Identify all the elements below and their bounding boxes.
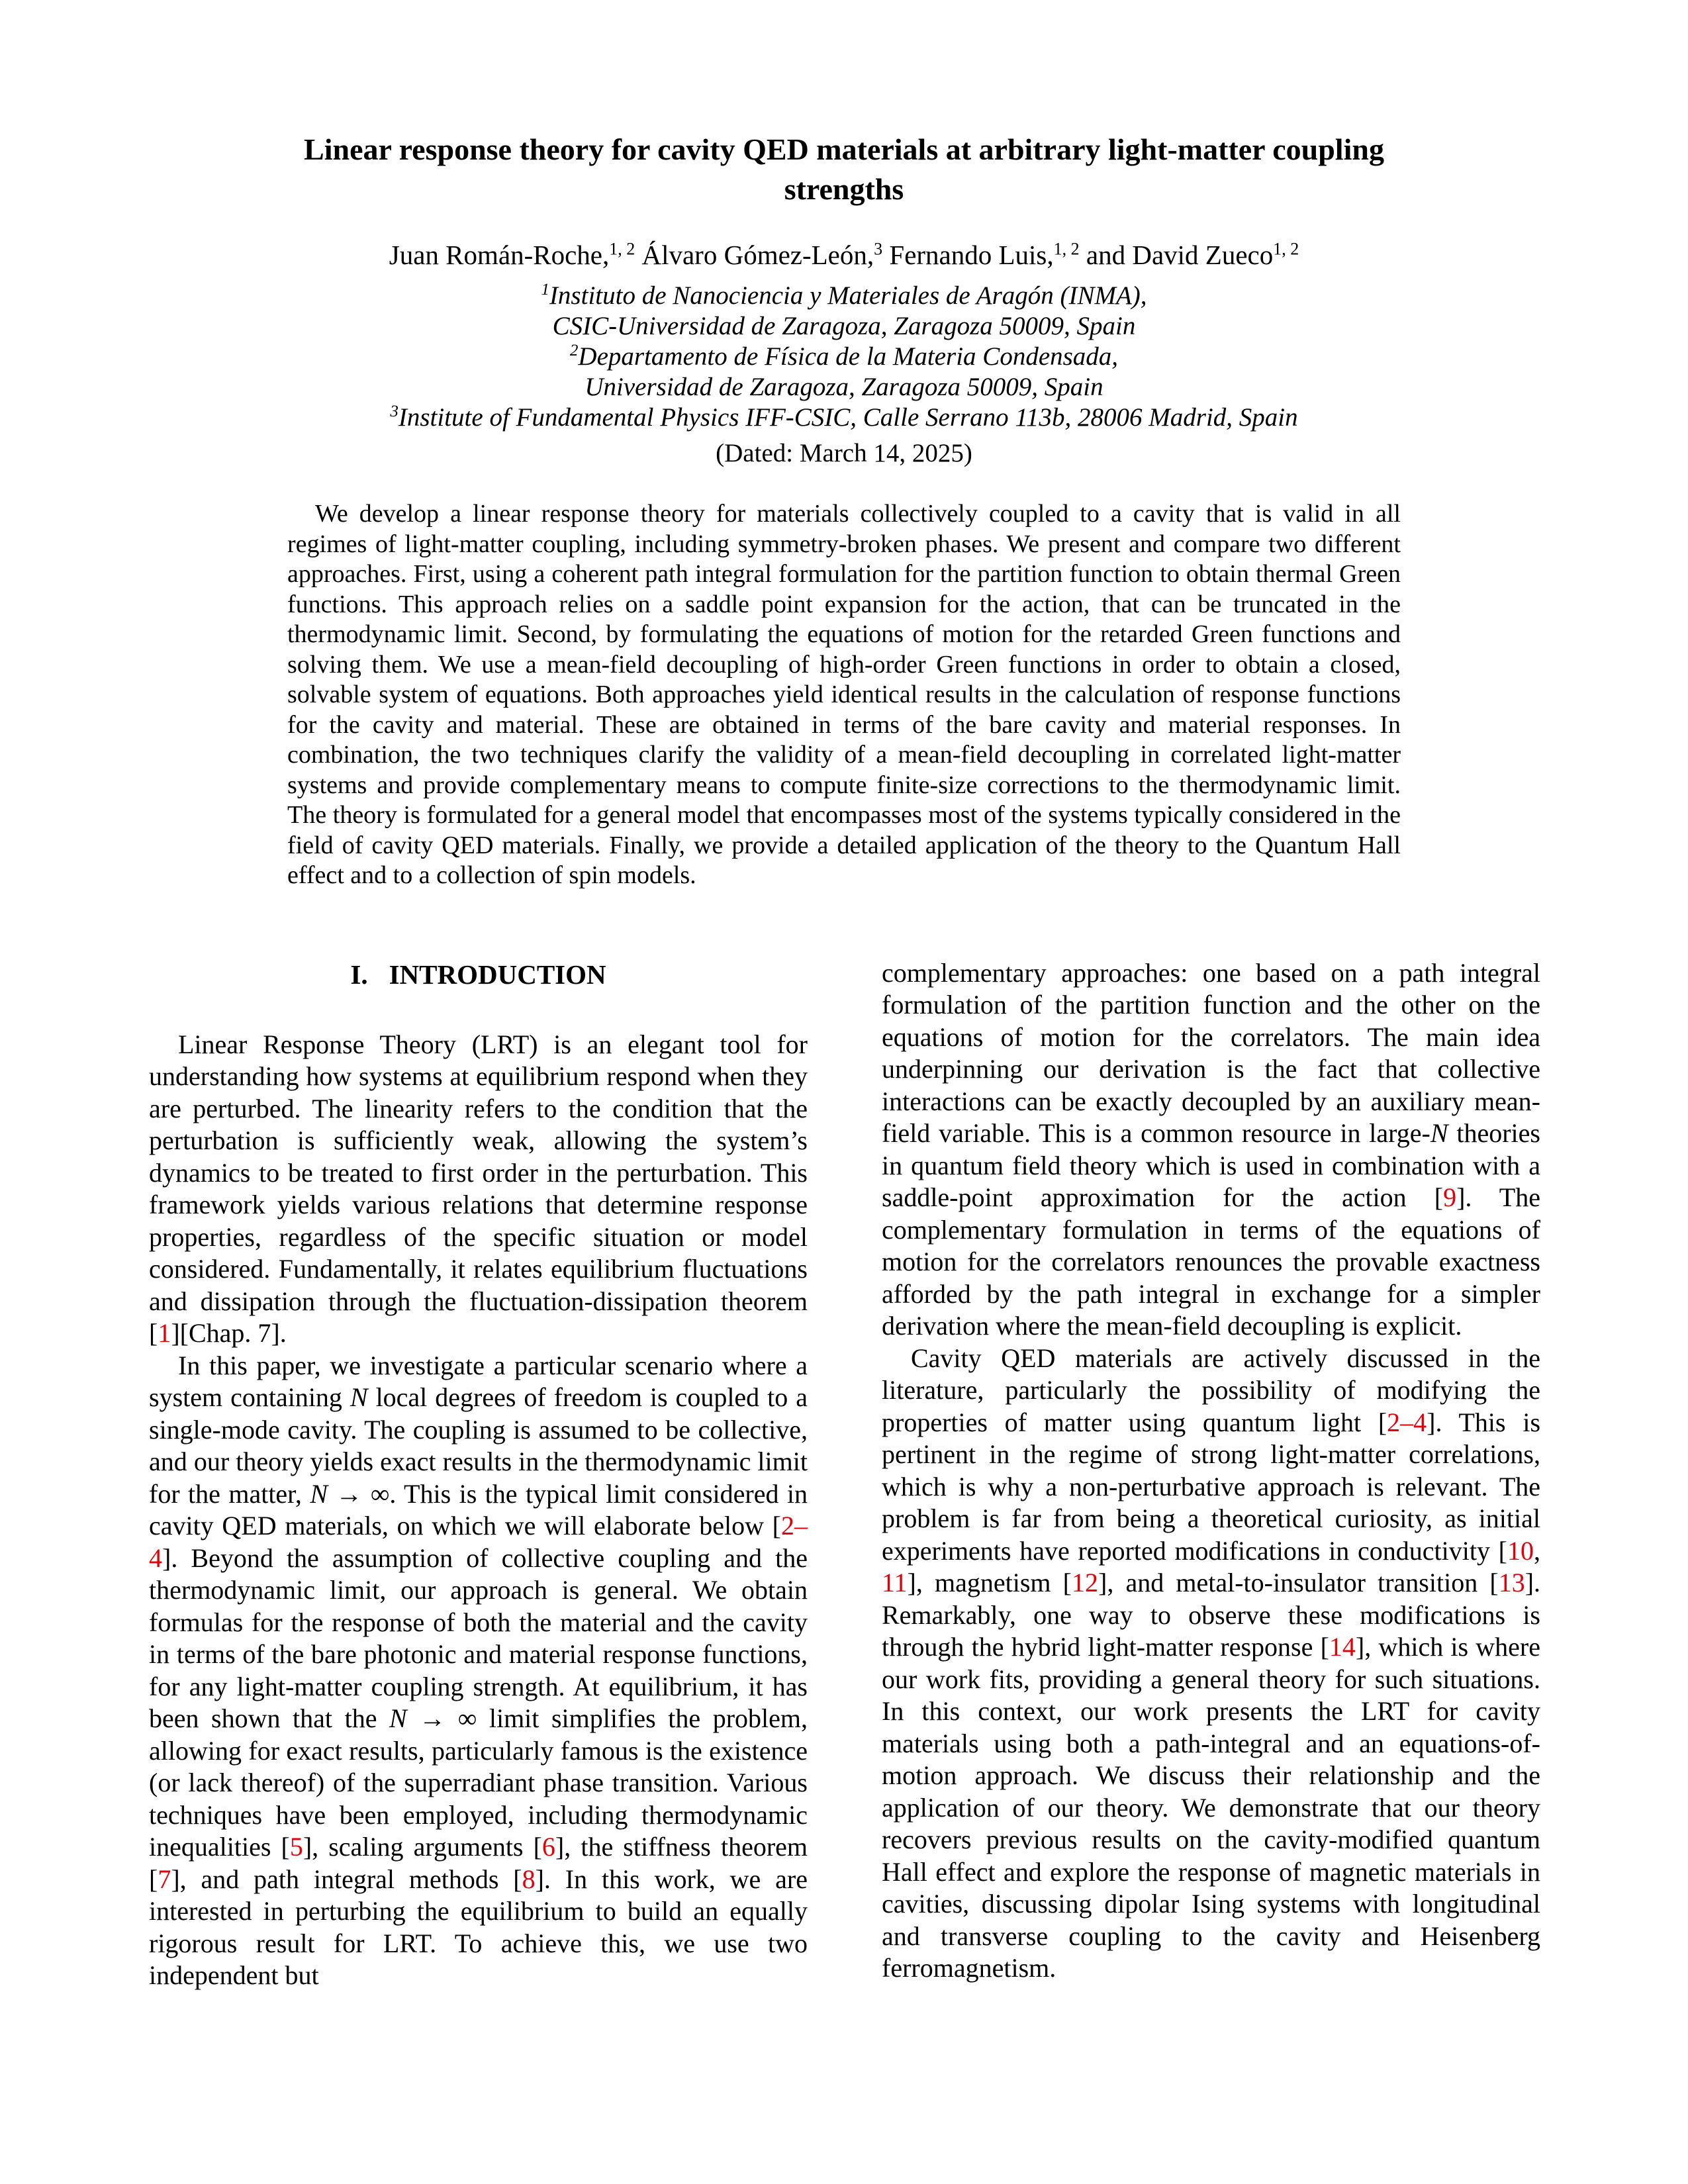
affiliation-line <box>0 281 1688 311</box>
author-affiliation-ref: 1, 2 <box>1053 239 1080 259</box>
author-affiliation-ref: 3 <box>874 239 883 259</box>
paper-title-line: strengths <box>784 172 904 206</box>
section-number: I. <box>350 959 368 990</box>
author-name: and David Zueco <box>1079 240 1274 270</box>
citation-link[interactable]: 11 <box>882 1568 908 1597</box>
affiliation-line <box>0 311 1688 342</box>
affiliation-text: Departamento de Física de la Materia Condensada, <box>578 342 1119 371</box>
paragraph: Linear Response Theory (LRT) is an elegant tool for understanding how systems at equilibrium respond when they are perturbed. The linearity refers to the condition that the perturbation is sufficiently weak, allowing the system’s dynamics to be treated to first order in the perturbation. This framework yields various relations that determine response properties, regardless of the specific situation or model considered. Fundamentally, it relates equilibrium fluctuations and dissipation through the fluctuation-dissipation theorem [1][Chap. 7]. <box>149 1029 808 1348</box>
right-column <box>882 957 1540 1992</box>
math-symbol: N <box>1430 1118 1448 1148</box>
affiliation-number: 2 <box>569 342 579 359</box>
paragraph: complementary approaches: one based on a path integral formulation of the partition function and the other on the equations of motion for the correlators. The main idea underpinning our derivation is the fact that collective interactions can be exactly decoupled by an auxiliary mean-field variable. This is a common resource in large-N theories in quantum field theory which is used in combination with a saddle-point approximation for the action [9]. The complementary formulation in terms of the equations of motion for the correlators renounces the provable exactness afforded by the path integral in exchange for a simpler derivation where the mean-field decoupling is explicit. <box>882 957 1540 1341</box>
author-affiliation-ref: 1, 2 <box>609 239 635 259</box>
affiliation-line <box>0 372 1688 403</box>
paragraph: In this paper, we investigate a particular scenario where a system containing N local degrees of freedom is coupled to a single-mode cavity. The coupling is assumed to be collective, and our theory yields exact results in the thermodynamic limit for the matter, N → ∞. This is the typical limit considered in cavity QED materials, on which we will elaborate below [2–4]. Beyond the assumption of collective coupling and the thermodynamic limit, our approach is general. We obtain formulas for the response of both the material and the cavity in terms of the bare photonic and material response functions, for any light-matter coupling strength. At equilibrium, it has been shown that the N → ∞ limit simplifies the problem, allowing for exact results, particularly famous is the existence (or lack thereof) of the superradiant phase transition. Various techniques have been employed, including thermodynamic inequalities [5], scaling arguments [6], the stiffness theorem [7], and path integral methods [8]. In this work, we are interested in perturbing the equilibrium to build an equally rigorous result for LRT. To achieve this, we use two independent but <box>149 1350 808 1990</box>
affiliation-line <box>0 403 1688 433</box>
paper-title-line: Linear response theory for cavity QED materials at arbitrary light-matter coupling <box>304 132 1384 166</box>
citation-link[interactable]: 2–4 <box>1387 1407 1427 1437</box>
paper-title <box>0 130 1688 209</box>
citation-link[interactable]: 7 <box>158 1864 171 1894</box>
affiliation-text: CSIC-Universidad de Zaragoza, Zaragoza 50009, Spain <box>552 312 1136 340</box>
citation-link[interactable]: 5 <box>289 1832 303 1862</box>
citation-link[interactable]: 10 <box>1507 1535 1534 1566</box>
date-line: (Dated: March 14, 2025) <box>716 439 972 467</box>
math-symbol: N <box>350 1382 368 1412</box>
math-symbol: N <box>310 1478 328 1509</box>
abstract: We develop a linear response theory for materials collectively coupled to a cavity that is valid in all regimes of light-matter coupling, including symmetry-broken phases. We present and compare two different approaches. First, using a coherent path integral formulation for the partition function to obtain thermal Green functions. This approach relies on a saddle point expansion for the action, that can be truncated in the thermodynamic limit. Second, by formulating the equations of motion for the retarded Green functions and solving them. We use a mean-field decoupling of high-order Green functions in order to obtain a closed, solvable system of equations. Both approaches yield identical results in the calculation of response functions for the cavity and material. These are obtained in terms of the bare cavity and material responses. In combination, the two techniques clarify the validity of a mean-field decoupling in correlated light-matter systems and provide complementary means to compute finite-size corrections to the thermodynamic limit. The theory is formulated for a general model that encompasses most of the systems typically considered in the field of cavity QED materials. Finally, we provide a detailed application of the theory to the Quantum Hall effect and to a collection of spin models. <box>287 500 1401 889</box>
citation-link[interactable]: 8 <box>522 1864 536 1894</box>
citation-link[interactable]: 14 <box>1329 1632 1356 1662</box>
left-column <box>149 957 808 1992</box>
affiliation-text: Institute of Fundamental Physics IFF-CSIC, Calle Serrano 113b, 28006 Madrid, Spain <box>398 403 1298 432</box>
author-name: Juan Román-Roche, <box>389 240 610 270</box>
citation-link[interactable]: 1 <box>158 1318 171 1348</box>
citation-link[interactable]: 2–4 <box>149 1511 808 1573</box>
citation-link[interactable]: 9 <box>1443 1182 1457 1212</box>
citation-link[interactable]: 6 <box>541 1832 555 1862</box>
affiliation-text: Instituto de Nanociencia y Materiales de Aragón (INMA), <box>549 281 1147 310</box>
section-heading-introduction <box>149 959 808 990</box>
citation-link[interactable]: 13 <box>1498 1568 1525 1597</box>
article-body <box>149 957 1540 1992</box>
author-name: Álvaro Gómez-León, <box>635 240 874 270</box>
math-symbol: N <box>389 1703 407 1733</box>
section-title: INTRODUCTION <box>389 959 606 990</box>
paragraph: Cavity QED materials are actively discussed in the literature, particularly the possibility of modifying the properties of matter using quantum light [2–4]. This is pertinent in the regime of strong light-matter correlations, which is why a non-perturbative approach is relevant. The problem is far from being a theoretical curiosity, as initial experiments have reported modifications in conductivity [10, 11], magnetism [12], and metal-to-insulator transition [13]. Remarkably, one way to observe these modifications is through the hybrid light-matter response [14], which is where our work fits, providing a general theory for such situations. In this context, our work presents the LRT for cavity materials using both a path-integral and an equations-of-motion approach. We discuss their relationship and the application of our theory. We demonstrate that our theory recovers previous results on the cavity-modified quantum Hall effect and explore the response of magnetic materials in cavities, discussing dipolar Ising systems with longitudinal and transverse coupling to the cavity and Heisenberg ferromagnetism. <box>882 1343 1541 1983</box>
affiliation-line <box>0 342 1688 372</box>
affiliation-text: Universidad de Zaragoza, Zaragoza 50009, Spain <box>585 373 1103 401</box>
citation-link[interactable]: 12 <box>1072 1568 1098 1597</box>
author-affiliation-ref: 1, 2 <box>1273 239 1299 259</box>
authors-line <box>0 238 1688 271</box>
author-name: Fernando Luis, <box>882 240 1054 270</box>
affiliation-number: 1 <box>541 281 549 299</box>
affiliations-block <box>0 281 1688 433</box>
affiliation-number: 3 <box>390 403 399 420</box>
